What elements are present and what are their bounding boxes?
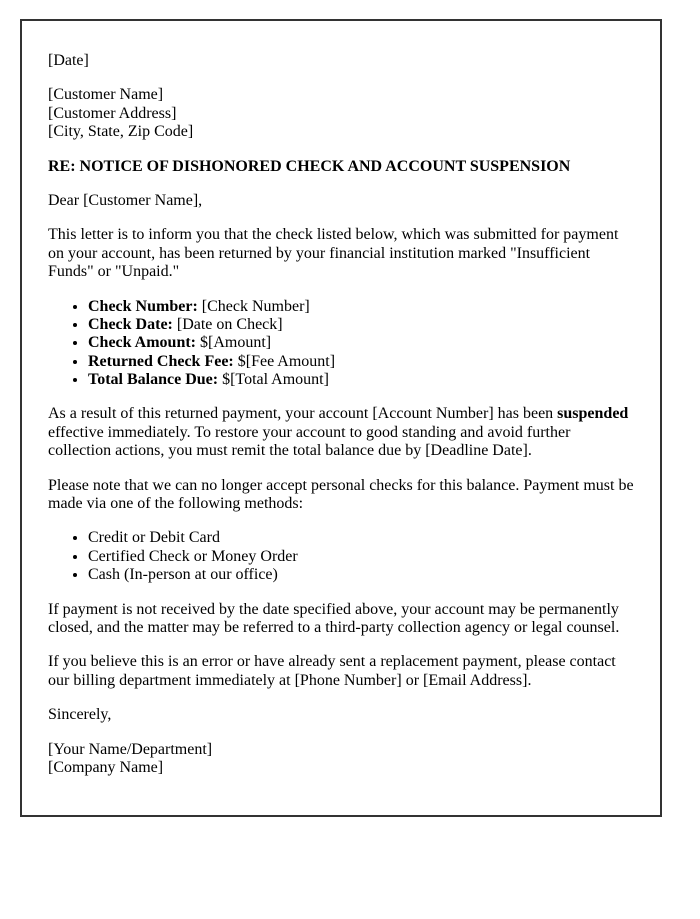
closing: Sincerely, (48, 706, 112, 724)
subject-line: RE: NOTICE OF DISHONORED CHECK AND ACCOUNT SUSPENSION (48, 157, 571, 175)
account-suspension-paragraph (48, 405, 634, 460)
signature-block (48, 741, 634, 778)
intro-paragraph: This letter is to inform you that the check listed below, which was submitted for payment on your account, has been returned by your financial institution marked "Insufficient Funds" or "Unpaid." (48, 226, 619, 281)
check-detail-label: Check Amount: (88, 334, 197, 352)
paragraph-text: As a result of this returned payment, your account [Account Number] has been (48, 405, 558, 423)
list-item: • Cash (In-person at our office) (88, 566, 634, 584)
check-detail-label: Check Number: (88, 297, 198, 315)
payment-note-paragraph: Please note that we can no longer accept personal checks for this balance. Payment must be made via one of the following methods: (48, 476, 634, 513)
list-item (88, 298, 634, 316)
list-item (88, 371, 634, 389)
list-item: • Credit or Debit Card (88, 529, 634, 547)
list-item: • Certified Check or Money Order (88, 548, 634, 566)
list-item (88, 353, 634, 371)
recipient-name: [Customer Name] (48, 86, 164, 104)
list-item (88, 316, 634, 334)
check-detail-label: Total Balance Due: (88, 371, 219, 389)
check-detail-label: Returned Check Fee: (88, 352, 234, 370)
check-detail-value: [Date on Check] (172, 315, 283, 333)
consequence-paragraph: If payment is not received by the date specified above, your account may be permanently closed, and the matter may be referred to a third-party collection agency or legal counsel. (48, 600, 620, 636)
suspended-emphasis: suspended (557, 405, 629, 423)
check-detail-value: $[Fee Amount] (233, 352, 336, 370)
list-item (88, 334, 634, 352)
check-detail-value: [Check Number] (197, 297, 310, 315)
recipient-city-state-zip: [City, State, Zip Code] (48, 123, 194, 141)
date-line: [Date] (48, 52, 89, 69)
letter-document (20, 19, 662, 817)
recipient-address: [Customer Address] (48, 104, 177, 122)
recipient-block (48, 86, 634, 141)
check-detail-label: Check Date: (88, 315, 173, 333)
payment-methods-list (48, 529, 634, 584)
check-detail-value: $[Total Amount] (218, 371, 329, 389)
salutation: Dear [Customer Name], (48, 191, 203, 209)
signature-company: [Company Name] (48, 758, 164, 776)
error-contact-paragraph: If you believe this is an error or have already sent a replacement payment, please contact our billing department immediately at [Phone Number] or [Email Address]. (48, 653, 616, 689)
check-details-list (48, 298, 634, 390)
check-detail-value: $[Amount] (196, 334, 272, 352)
signature-name-department: [Your Name/Department] (48, 740, 213, 758)
paragraph-text: effective immediately. To restore your account to good standing and avoid further collection actions, you must remit the total balance due by [Deadline Date]. (48, 423, 571, 460)
